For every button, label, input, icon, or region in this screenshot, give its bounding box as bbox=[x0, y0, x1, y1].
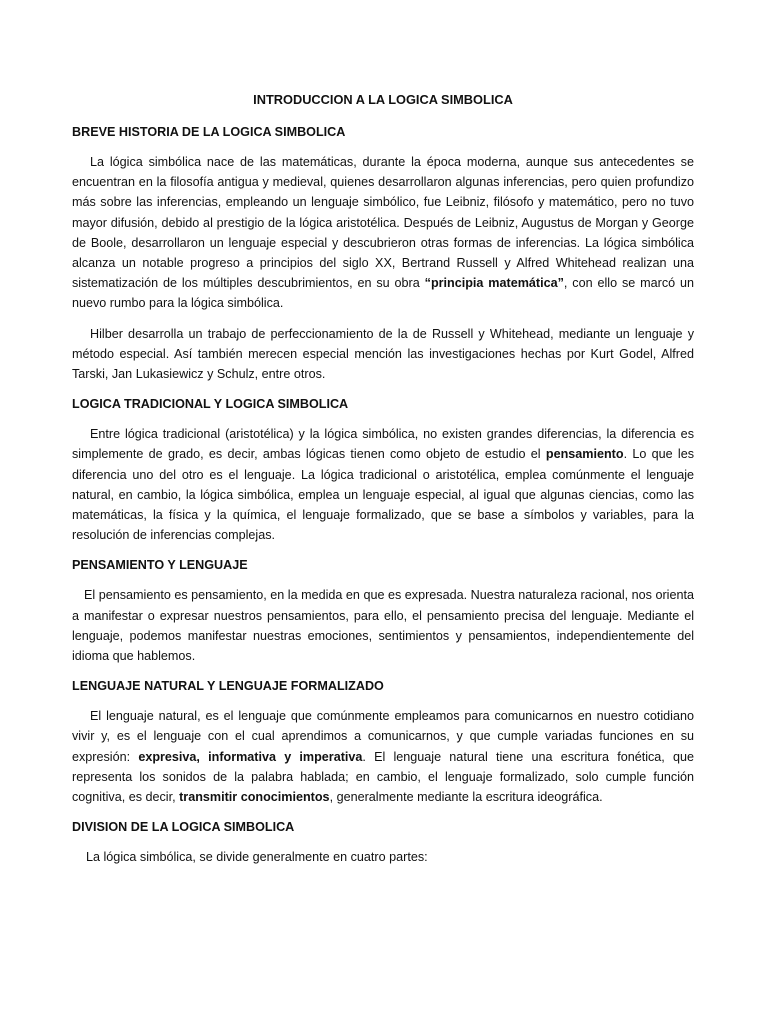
paragraph-text: El lenguaje natural, es el lenguaje que comúnmente empleamos para comunicarnos en nuestro cotidiano vivir y, es el lenguaje con el cual aprendimos a comunicarnos, y que cumple variadas funciones en su expresión: bbox=[72, 709, 694, 764]
paragraph-text: . El lenguaje natural tiene una escritura fonética, que representa los sonidos de la palabra hablada; en cambio, el lenguaje formalizado, solo cumple función cognitiva, es decir, bbox=[72, 749, 695, 805]
paragraph-text: Entre lógica tradicional (aristotélica) y la lógica simbólica, no existen grandes diferencias, la diferencia es simplemente de grado, es decir, ambas lógicas tienen como objeto de estudio el bbox=[72, 427, 694, 462]
paragraph-breve-historia-1 bbox=[72, 152, 694, 314]
paragraph-text: Hilber desarrolla un trabajo de perfeccionamiento de la de Russell y Whitehead, mediante un lenguaje y método especial. Así también merecen especial mención las investigaciones hechas por Kurt Godel, Alfred Tarski, Jan Lukasiewicz y Schulz, entre otros. bbox=[72, 326, 694, 382]
bold-text-pensamiento: pensamiento bbox=[545, 447, 624, 462]
document-title: INTRODUCCION A LA LOGICA SIMBOLICA bbox=[253, 92, 513, 107]
section-heading-pensamiento-lenguaje: PENSAMIENTO Y LENGUAJE bbox=[72, 558, 248, 573]
paragraph-text: La lógica simbólica, se divide generalmente en cuatro partes: bbox=[86, 850, 428, 865]
bold-text-funciones: expresiva, informativa y imperativa bbox=[138, 749, 363, 764]
section-heading-logica-tradicional: LOGICA TRADICIONAL Y LOGICA SIMBOLICA bbox=[72, 397, 349, 412]
bold-text-principia: “principia matemática” bbox=[424, 276, 564, 291]
paragraph-text: , generalmente mediante la escritura ideográfica. bbox=[329, 790, 603, 805]
paragraph-breve-historia-2 bbox=[72, 324, 694, 385]
paragraph-text: El pensamiento es pensamiento, en la medida en que es expresada. Nuestra naturaleza racional, nos orienta a manifestar o expresar nuestros pensamientos, para ello, el pensamiento precisa del lenguaje. Mediante el lenguaje, podemos manifestar nuestras emociones, sentimientos y pensamientos, independientemente del idioma que hablemos. bbox=[72, 588, 694, 664]
section-heading-division: DIVISION DE LA LOGICA SIMBOLICA bbox=[72, 820, 295, 835]
paragraph-division bbox=[72, 847, 694, 867]
document-content bbox=[72, 90, 694, 877]
paragraph-logica-tradicional bbox=[72, 424, 694, 545]
paragraph-lenguaje-natural bbox=[72, 706, 694, 807]
section-heading-lenguaje-natural: LENGUAJE NATURAL Y LENGUAJE FORMALIZADO bbox=[72, 679, 384, 694]
paragraph-text: . Lo que les diferencia uno del otro es el lenguaje. La lógica tradicional o aristotélica, emplea comúnmente el lenguaje natural, en cambio, la lógica simbólica, emplea un lenguaje especial, al igual que algunas ciencias, como las matemáticas, la física y la química, el lenguaje formalizado, que se base a símbolos y variables, para la resolución de inferencias complejas. bbox=[72, 447, 694, 543]
paragraph-pensamiento-lenguaje bbox=[72, 585, 694, 666]
section-heading-breve-historia: BREVE HISTORIA DE LA LOGICA SIMBOLICA bbox=[72, 125, 346, 139]
paragraph-text: , con ello se marcó un nuevo rumbo para la lógica simbólica. bbox=[72, 276, 695, 311]
paragraph-text: La lógica simbólica nace de las matemáticas, durante la época moderna, aunque sus antecedentes se encuentran en la filosofía antigua y medieval, quienes desarrollaron algunas inferencias, pero quien profundizo más sobre las inferencias, empleando un lenguaje simbólico, fue Leibniz, filósofo y matemático, pero no tuvo mayor difusión, debido al prestigio de la lógica aristotélica. Después de Leibniz, Augustus de Morgan y George de Boole, desarrollaron un lenguaje especial y descubrieron otras formas de inferencias. La lógica simbólica alcanza un notable progreso a principios del siglo XX, Bertrand Russell y Alfred Whitehead realizan una sistematización de los múltiples descubrimientos, en su obra bbox=[72, 155, 694, 291]
bold-text-transmitir: transmitir conocimientos bbox=[179, 790, 330, 805]
